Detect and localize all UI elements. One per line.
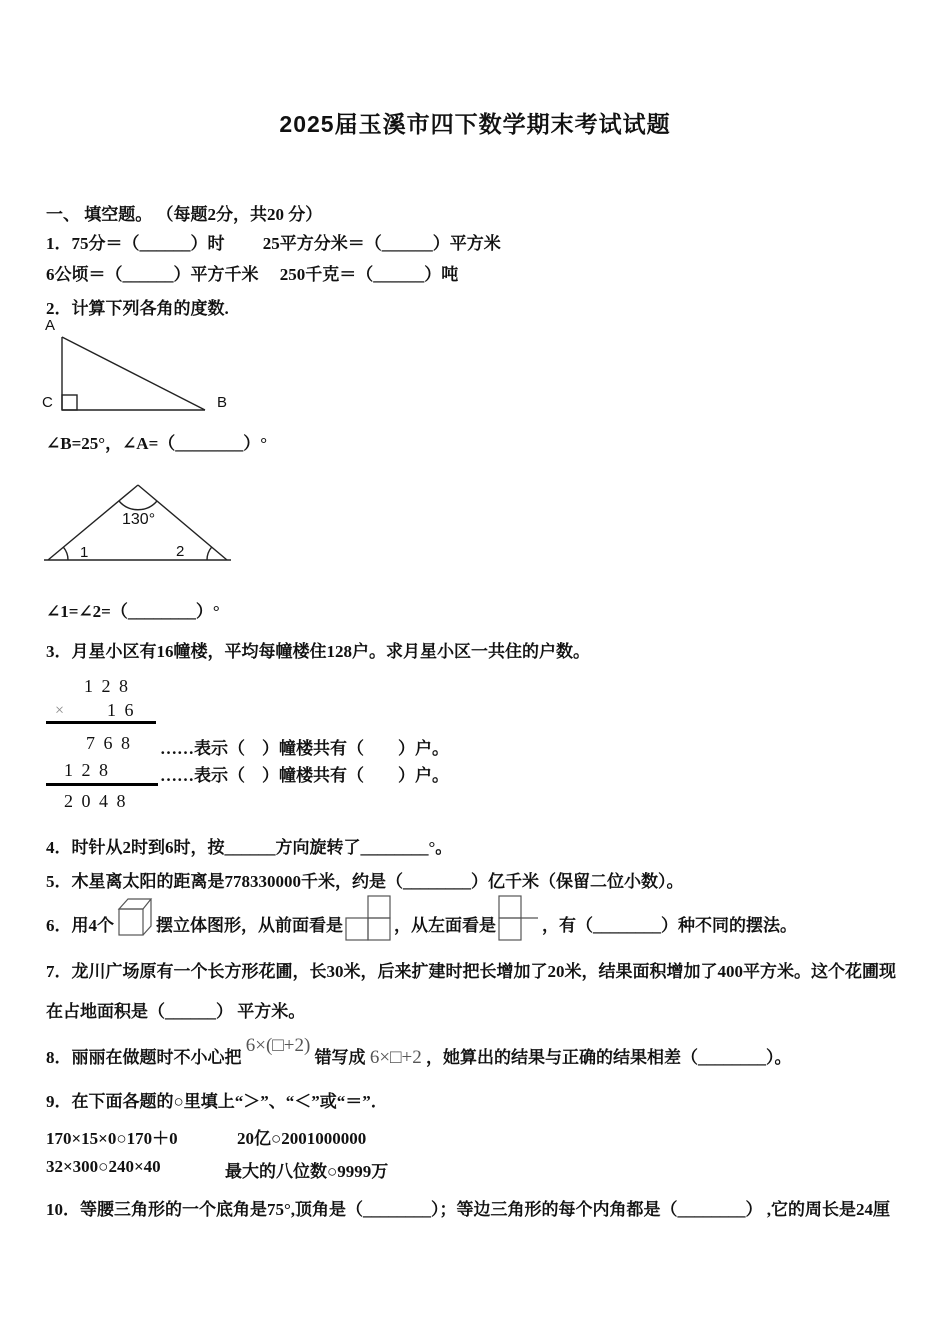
mult-multiplier: 1 6 <box>107 700 136 720</box>
mult-product: 2 0 4 8 <box>64 791 128 811</box>
right-triangle-figure <box>38 314 248 416</box>
mult-partial2: 1 2 8 <box>64 760 110 780</box>
q6-text-2: 摆立体图形，从前面看是 <box>156 916 343 935</box>
apex-angle-arc <box>119 501 157 510</box>
mult-multiplicand: 1 2 8 <box>84 676 130 696</box>
q6-text-3: ，从左面看是 <box>394 916 496 935</box>
q5-line: 5．木星离太阳的距离是778330000千米，约是（________）亿千米（保留二位小数）。 <box>46 872 684 891</box>
mult-partial1: 7 6 8 <box>86 733 132 753</box>
mult-rule-2 <box>46 783 158 786</box>
apex-angle-label: 130° <box>122 511 156 528</box>
q6-text-1: 6．用4个 <box>46 916 114 935</box>
angle1-label: 1 <box>80 544 89 561</box>
q3-heading: 3．月星小区有16幢楼，平均每幢楼住128户。求月星小区一共住的户数。 <box>46 642 590 661</box>
q4-line: 4．时针从2时到6时，按______方向旋转了________°。 <box>46 838 453 857</box>
side-view-shape <box>498 894 540 941</box>
angle2-label: 2 <box>176 543 185 560</box>
front-view-shape <box>345 894 392 941</box>
vertex-label-b: B <box>217 394 228 411</box>
q8-line <box>46 1035 792 1069</box>
mult-partial1-note: ……表示（ ）幢楼共有（ ）户。 <box>160 739 449 758</box>
page-title: 2025届玉溪市四下数学期末考试试题 <box>279 111 671 137</box>
q9-compare-2: 20亿○2001000000 <box>237 1129 367 1148</box>
q6-text-4: ，有（________）种不同的摆法。 <box>542 916 797 935</box>
q7-line2: 在占地面积是（______） 平方米。 <box>46 1002 306 1021</box>
angle2-arc <box>207 547 212 560</box>
q2-answer1: ∠B=25°，∠A=（________）° <box>46 434 268 453</box>
q1-line2: 6公顷＝（______）平方千米 250千克＝（______）吨 <box>46 265 459 284</box>
cube-icon <box>116 896 154 940</box>
q10-line: 10．等腰三角形的一个底角是75°,顶角是（________）；等边三角形的每个内角都是（________） ,它的周长是24厘 <box>46 1200 891 1219</box>
q1-line1: 1．75分＝（______）时 25平方分米＝（______）平方米 <box>46 234 501 253</box>
obtuse-triangle-figure <box>38 473 248 568</box>
q8-text-3: ，她算出的结果与正确的结果相差（________）。 <box>425 1048 792 1067</box>
vertex-label-c: C <box>42 394 53 411</box>
mult-partial2-note: ……表示（ ）幢楼共有（ ）户。 <box>160 766 449 785</box>
mult-times-sign: × <box>55 702 65 719</box>
q8-text-1: 8．丽丽在做题时不小心把 <box>46 1048 242 1067</box>
section1-heading: 一、 填空题。 （每题2分，共20 分） <box>46 205 323 224</box>
q9-compare-4: 最大的八位数○9999万 <box>225 1162 389 1181</box>
q7-line1: 7．龙川广场原有一个长方形花圃，长30米，后来扩建时把长增加了20米，结果面积增加了400平方米。这个花圃现 <box>46 962 896 981</box>
q9-heading: 9．在下面各题的○里填上“＞”、“＜”或“＝”． <box>46 1092 388 1111</box>
right-angle-mark <box>62 395 77 410</box>
q8-text-2: 错写成 <box>314 1048 366 1067</box>
q2-heading: 2．计算下列各角的度数. <box>46 299 229 318</box>
angle1-arc <box>63 547 68 560</box>
q6-line <box>46 894 797 938</box>
q2-answer2: ∠1=∠2=（________）° <box>46 602 220 621</box>
q9-compare-1: 170×15×0○170＋0 <box>46 1129 178 1148</box>
vertex-label-a: A <box>45 317 56 334</box>
mult-rule-1 <box>46 721 156 724</box>
q8-expression-correct: 6×(□+2) <box>245 1035 311 1056</box>
q8-expression-wrong: 6×□+2 <box>369 1047 422 1068</box>
q9-compare-3: 32×300○240×40 <box>46 1157 161 1176</box>
